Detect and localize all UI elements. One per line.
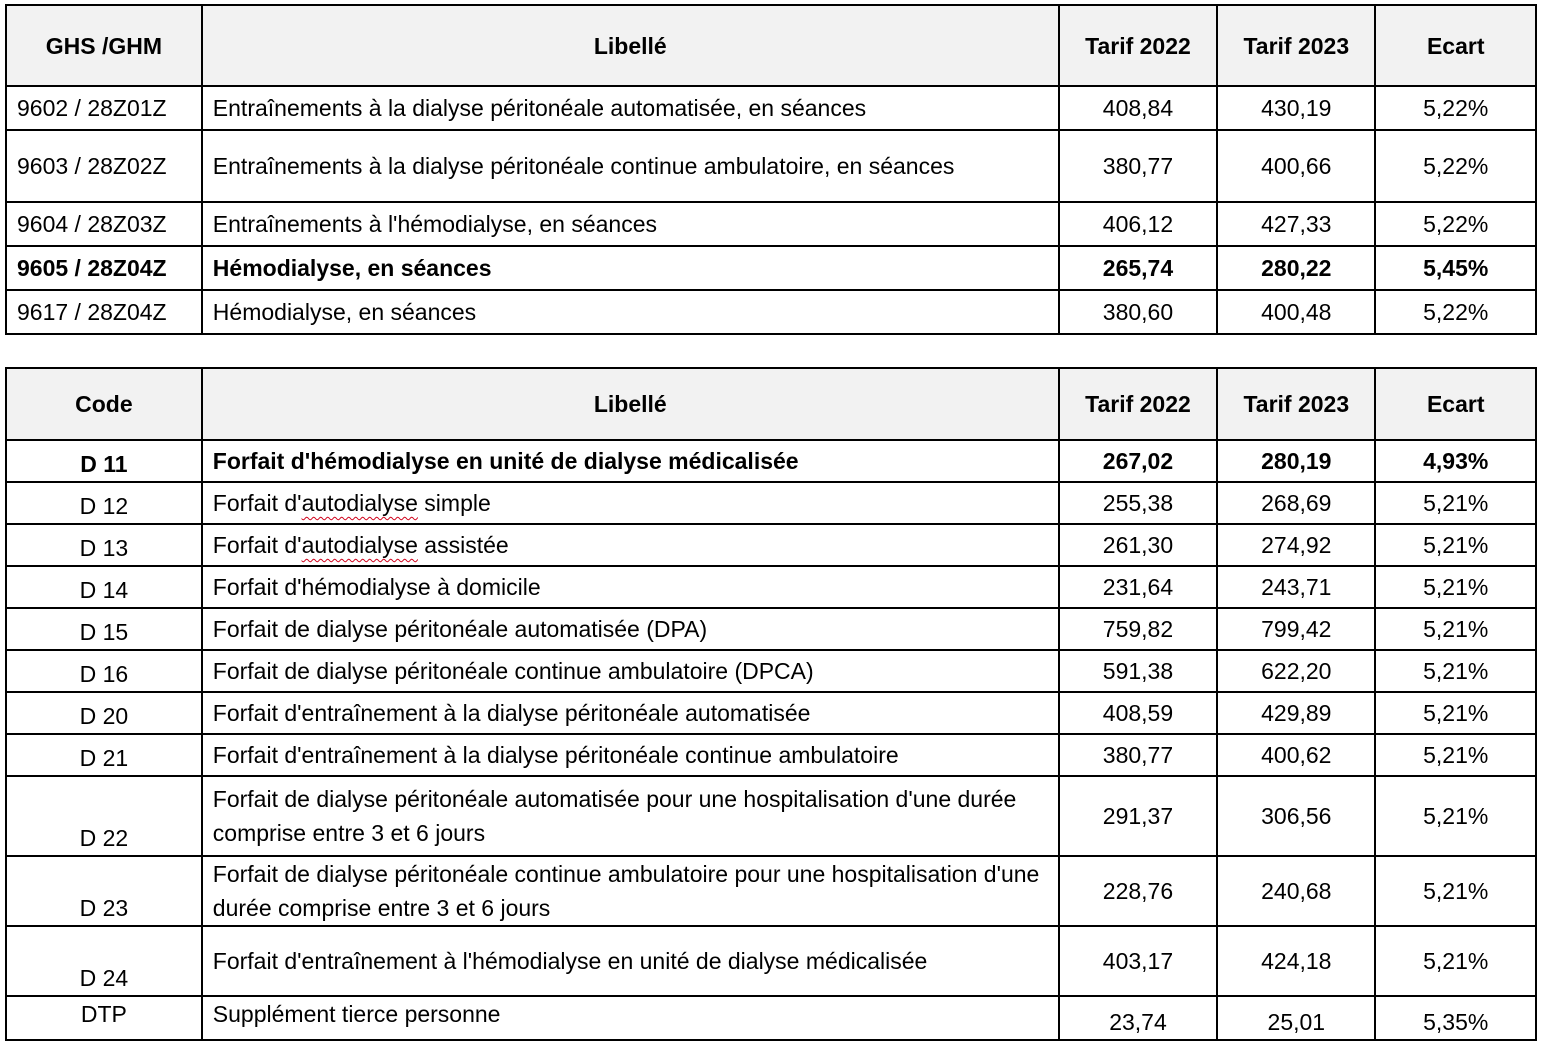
column-header-ecart: Ecart	[1375, 368, 1536, 440]
cell-libelle	[202, 482, 1059, 524]
table-row	[6, 202, 1536, 246]
cell-ecart: 5,21%	[1375, 734, 1536, 776]
cell-tarif-2022: 267,02	[1059, 440, 1217, 482]
cell-tarif-2023: 280,22	[1217, 246, 1375, 290]
cell-tarif-2023: 429,89	[1217, 692, 1375, 734]
cell-libelle: Forfait de dialyse péritonéale automatisée (DPA)	[202, 608, 1059, 650]
libelle-text: Forfait d'	[212, 532, 302, 558]
column-header-tarif-2023: Tarif 2023	[1217, 368, 1375, 440]
cell-tarif-2022: 380,77	[1059, 734, 1217, 776]
cell-code: D 16	[6, 650, 202, 692]
cell-tarif-2022: 255,38	[1059, 482, 1217, 524]
cell-tarif-2022: 261,30	[1059, 524, 1217, 566]
cell-ecart: 5,21%	[1375, 692, 1536, 734]
cell-libelle: Hémodialyse, en séances	[202, 290, 1059, 334]
table-row	[6, 524, 1536, 566]
cell-tarif-2022: 408,59	[1059, 692, 1217, 734]
cell-code: D 12	[6, 482, 202, 524]
cell-tarif-2022: 759,82	[1059, 608, 1217, 650]
column-header-ghs-ghm: GHS /GHM	[6, 5, 202, 86]
cell-tarif-2023: 268,69	[1217, 482, 1375, 524]
cell-ecart: 5,21%	[1375, 482, 1536, 524]
table-row	[6, 996, 1536, 1040]
cell-ecart: 5,22%	[1375, 290, 1536, 334]
cell-tarif-2023: 280,19	[1217, 440, 1375, 482]
table-row	[6, 608, 1536, 650]
cell-libelle: Forfait d'entraînement à l'hémodialyse en unité de dialyse médicalisée	[202, 926, 1059, 996]
column-header-tarif-2022: Tarif 2022	[1059, 5, 1217, 86]
cell-libelle: Entraînements à la dialyse péritonéale continue ambulatoire, en séances	[202, 130, 1059, 202]
cell-tarif-2023: 427,33	[1217, 202, 1375, 246]
cell-tarif-2022: 408,84	[1059, 86, 1217, 130]
cell-tarif-2023: 424,18	[1217, 926, 1375, 996]
cell-tarif-2023: 799,42	[1217, 608, 1375, 650]
table-row-highlighted	[6, 440, 1536, 482]
cell-ecart: 5,21%	[1375, 856, 1536, 926]
table-row	[6, 692, 1536, 734]
cell-libelle: Forfait d'hémodialyse à domicile	[202, 566, 1059, 608]
column-header-ecart: Ecart	[1375, 5, 1536, 86]
cell-code: D 15	[6, 608, 202, 650]
table-row	[6, 482, 1536, 524]
table-row	[6, 566, 1536, 608]
cell-libelle: Entraînements à l'hémodialyse, en séances	[202, 202, 1059, 246]
table-row	[6, 776, 1536, 856]
cell-tarif-2023: 430,19	[1217, 86, 1375, 130]
cell-ecart: 5,21%	[1375, 926, 1536, 996]
cell-libelle	[202, 524, 1059, 566]
cell-tarif-2023: 306,56	[1217, 776, 1375, 856]
cell-libelle: Forfait d'entraînement à la dialyse péritonéale automatisée	[202, 692, 1059, 734]
table-row-highlighted	[6, 246, 1536, 290]
cell-libelle: Forfait de dialyse péritonéale automatisée pour une hospitalisation d'une durée comprise entre 3 et 6 jours	[202, 776, 1059, 856]
table-row	[6, 926, 1536, 996]
spellcheck-underlined-word: autodialyse	[301, 532, 418, 558]
cell-tarif-2023: 25,01	[1217, 996, 1375, 1040]
table-row	[6, 650, 1536, 692]
cell-libelle: Hémodialyse, en séances	[202, 246, 1059, 290]
cell-code: D 21	[6, 734, 202, 776]
column-header-tarif-2023: Tarif 2023	[1217, 5, 1375, 86]
table-row	[6, 290, 1536, 334]
cell-code: D 11	[6, 440, 202, 482]
libelle-text: Forfait d'	[212, 490, 302, 516]
cell-ecart: 5,21%	[1375, 650, 1536, 692]
cell-tarif-2022: 403,17	[1059, 926, 1217, 996]
cell-code: 9604 / 28Z03Z	[6, 202, 202, 246]
cell-tarif-2023: 400,48	[1217, 290, 1375, 334]
cell-ecart: 5,21%	[1375, 608, 1536, 650]
cell-tarif-2022: 265,74	[1059, 246, 1217, 290]
cell-code: 9617 / 28Z04Z	[6, 290, 202, 334]
cell-ecart: 5,21%	[1375, 566, 1536, 608]
spellcheck-underlined-word: autodialyse	[301, 490, 418, 516]
cell-tarif-2022: 228,76	[1059, 856, 1217, 926]
table-row	[6, 856, 1536, 926]
cell-tarif-2023: 274,92	[1217, 524, 1375, 566]
cell-libelle: Forfait d'entraînement à la dialyse péritonéale continue ambulatoire	[202, 734, 1059, 776]
cell-code: D 22	[6, 776, 202, 856]
table-header-row	[6, 368, 1536, 440]
libelle-text: simple	[417, 490, 491, 516]
table-row	[6, 130, 1536, 202]
cell-tarif-2022: 406,12	[1059, 202, 1217, 246]
table-row	[6, 734, 1536, 776]
cell-code: D 20	[6, 692, 202, 734]
cell-ecart: 5,21%	[1375, 776, 1536, 856]
cell-code: DTP	[6, 996, 202, 1040]
cell-tarif-2022: 591,38	[1059, 650, 1217, 692]
cell-tarif-2022: 380,60	[1059, 290, 1217, 334]
cell-ecart: 4,93%	[1375, 440, 1536, 482]
cell-tarif-2022: 380,77	[1059, 130, 1217, 202]
cell-ecart: 5,21%	[1375, 524, 1536, 566]
cell-libelle: Supplément tierce personne	[202, 996, 1059, 1040]
libelle-text: assistée	[417, 532, 509, 558]
cell-code: D 24	[6, 926, 202, 996]
cell-tarif-2022: 291,37	[1059, 776, 1217, 856]
cell-libelle: Forfait de dialyse péritonéale continue ambulatoire pour une hospitalisation d'une durée comprise entre 3 et 6 jours	[202, 856, 1059, 926]
cell-libelle: Forfait de dialyse péritonéale continue ambulatoire (DPCA)	[202, 650, 1059, 692]
cell-libelle: Forfait d'hémodialyse en unité de dialyse médicalisée	[202, 440, 1059, 482]
cell-ecart: 5,22%	[1375, 86, 1536, 130]
column-header-libelle: Libellé	[202, 368, 1059, 440]
column-header-code: Code	[6, 368, 202, 440]
cell-code: D 13	[6, 524, 202, 566]
cell-code: 9603 / 28Z02Z	[6, 130, 202, 202]
cell-ecart: 5,22%	[1375, 130, 1536, 202]
cell-ecart: 5,45%	[1375, 246, 1536, 290]
cell-tarif-2022: 231,64	[1059, 566, 1217, 608]
forfait-tariff-table	[5, 367, 1537, 1041]
cell-tarif-2023: 240,68	[1217, 856, 1375, 926]
column-header-tarif-2022: Tarif 2022	[1059, 368, 1217, 440]
cell-code: 9605 / 28Z04Z	[6, 246, 202, 290]
cell-ecart: 5,22%	[1375, 202, 1536, 246]
cell-tarif-2023: 400,66	[1217, 130, 1375, 202]
cell-libelle: Entraînements à la dialyse péritonéale automatisée, en séances	[202, 86, 1059, 130]
cell-tarif-2023: 400,62	[1217, 734, 1375, 776]
cell-ecart: 5,35%	[1375, 996, 1536, 1040]
column-header-libelle: Libellé	[202, 5, 1059, 86]
cell-code: D 23	[6, 856, 202, 926]
table-row	[6, 86, 1536, 130]
cell-code: 9602 / 28Z01Z	[6, 86, 202, 130]
cell-tarif-2023: 622,20	[1217, 650, 1375, 692]
cell-tarif-2023: 243,71	[1217, 566, 1375, 608]
cell-tarif-2022: 23,74	[1059, 996, 1217, 1040]
ghs-tariff-table	[5, 4, 1537, 335]
cell-code: D 14	[6, 566, 202, 608]
table-header-row	[6, 5, 1536, 86]
